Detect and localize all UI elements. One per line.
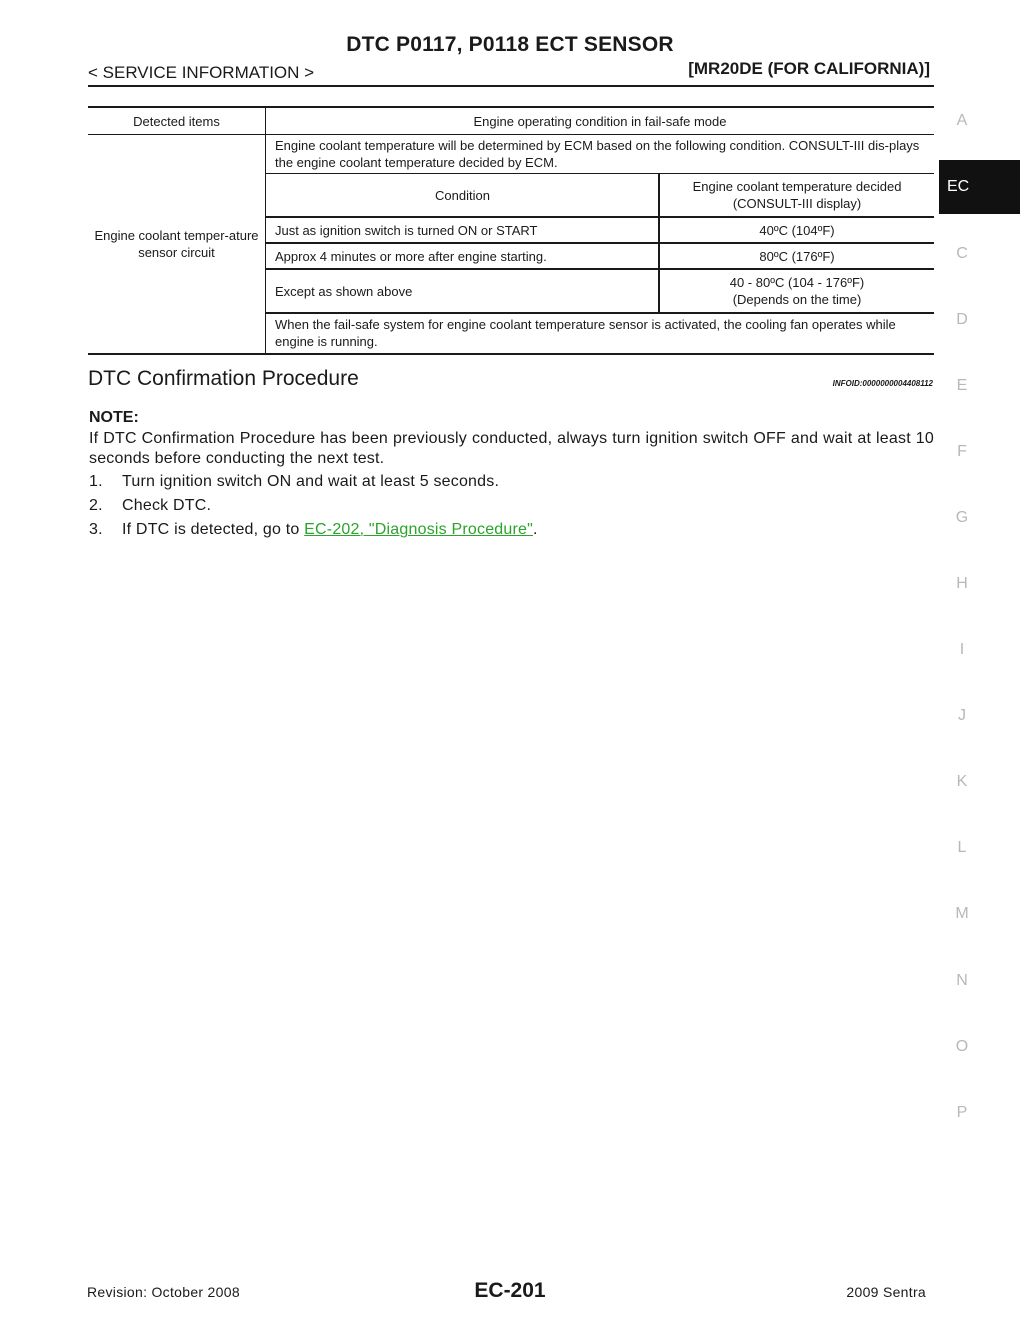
step-number: 1. [89, 473, 103, 490]
temp-cell [659, 269, 934, 313]
condition-row [266, 217, 934, 243]
step-text: Turn ignition switch ON and wait at least 5 seconds. [122, 473, 500, 490]
step-number: 3. [89, 521, 103, 538]
step-suffix: . [533, 521, 538, 538]
temp-header-line1: Engine coolant temperature decided [692, 179, 902, 194]
index-tab-a[interactable]: A [956, 112, 968, 129]
footer-revision: Revision: October 2008 [87, 1284, 240, 1300]
condition-cell: Approx 4 minutes or more after engine starting. [266, 243, 659, 269]
temp-note: (Depends on the time) [732, 292, 862, 307]
index-tab-k[interactable]: K [956, 773, 968, 790]
condition-row [266, 243, 934, 269]
index-tab-j[interactable]: J [958, 707, 966, 724]
model-label: [MR20DE (FOR CALIFORNIA)] [688, 59, 930, 78]
index-tab-e[interactable]: E [956, 377, 968, 394]
section-label: < SERVICE INFORMATION > [88, 63, 315, 82]
info-id: INFOID:0000000004408112 [832, 379, 933, 388]
footer-model: 2009 Sentra [846, 1284, 926, 1300]
step-text-wrap [122, 520, 538, 540]
temp-value: 40 - 80ºC (104 - 176ºF) [729, 275, 865, 290]
condition-header-row [266, 174, 934, 218]
condition-table [266, 173, 934, 314]
index-tab-f[interactable]: F [957, 443, 967, 460]
temp-header-line2: (CONSULT-III display) [732, 196, 862, 211]
index-tab-ec-label: EC [947, 178, 970, 195]
failsafe-body-row [88, 135, 934, 355]
temp-cell: 40ºC (104ºF) [659, 217, 934, 243]
header-divider [88, 85, 934, 87]
temp-header [659, 174, 934, 218]
note-text: If DTC Confirmation Procedure has been previously conducted, always turn ignition switch OFF and wait at least 10 seconds before conducting the next test. [89, 430, 934, 467]
condition-cell: Just as ignition switch is turned ON or START [266, 217, 659, 243]
cooling-fan-note: When the fail-safe system for engine coolant temperature sensor is activated, the cooling fan operates while engine is running. [275, 317, 896, 349]
step-number: 2. [89, 497, 103, 514]
index-tab-d[interactable]: D [956, 311, 968, 328]
header-failsafe-condition: Engine operating condition in fail-safe mode [266, 107, 935, 135]
index-tab-i[interactable]: I [959, 641, 965, 658]
detected-item-text: Engine coolant temper-ature sensor circuit [94, 228, 259, 260]
failsafe-detail-cell [266, 135, 935, 355]
section-title: DTC Confirmation Procedure [88, 367, 359, 390]
condition-cell: Except as shown above [266, 269, 659, 313]
header-detected-items: Detected items [88, 107, 266, 135]
detected-item-cell [88, 135, 266, 355]
index-tab-ec[interactable] [939, 160, 1020, 214]
temp-cell: 80ºC (176ºF) [659, 243, 934, 269]
index-tab-n[interactable]: N [956, 972, 968, 989]
failsafe-header-row [88, 107, 934, 135]
index-tab-c[interactable]: C [956, 245, 968, 262]
step-text: If DTC is detected, go to [122, 521, 305, 538]
index-tab-m[interactable]: M [955, 905, 969, 922]
index-tab-o[interactable]: O [955, 1038, 969, 1055]
index-tab-g[interactable]: G [955, 509, 969, 526]
index-tab-h[interactable]: H [956, 575, 968, 592]
index-tab-l[interactable]: L [957, 839, 967, 856]
footer-page-number: EC-201 [474, 1279, 546, 1302]
condition-header: Condition [266, 174, 659, 218]
page-title: DTC P0117, P0118 ECT SENSOR [346, 33, 674, 56]
condition-row [266, 269, 934, 313]
failsafe-table [88, 106, 934, 355]
index-tab-p[interactable]: P [956, 1104, 968, 1121]
step-text: Check DTC. [122, 497, 212, 514]
diagnosis-procedure-link[interactable]: EC-202, "Diagnosis Procedure" [304, 521, 533, 538]
note-label: NOTE: [89, 409, 139, 426]
failsafe-description: Engine coolant temperature will be determined by ECM based on the following condition. CONSULT-III dis-plays the engine coolant temperature decided by ECM. [275, 138, 920, 170]
